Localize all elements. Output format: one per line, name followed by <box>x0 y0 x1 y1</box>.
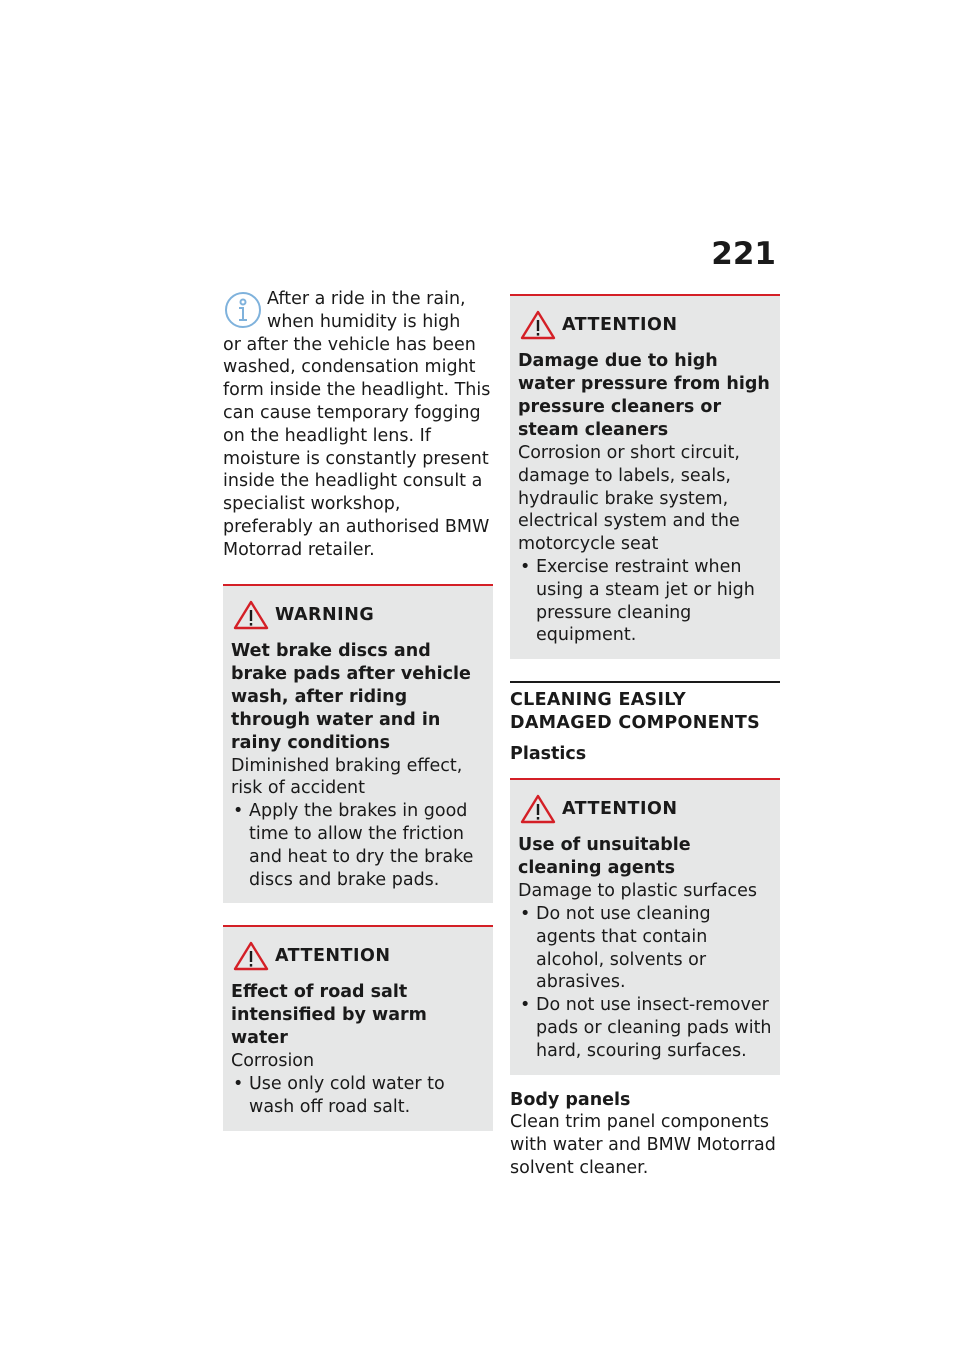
info-lead-line-1: After a ride in the rain, <box>267 289 466 309</box>
warning-triangle-icon <box>520 794 556 824</box>
list-item: • Do not use cleaning agents that contain alcohol, solvents or abrasives. <box>518 903 772 994</box>
notice-header <box>518 794 772 824</box>
plastics-heading: Plastics <box>510 744 587 765</box>
attention-notice-road-salt <box>223 925 493 1130</box>
attention-notice-cleaning-agents <box>510 778 780 1074</box>
body-panels-heading: Body panels <box>510 1089 631 1110</box>
list-item: • Use only cold water to wash off road salt. <box>231 1073 485 1119</box>
notice-title: WARNING <box>275 604 375 625</box>
notice-actions <box>231 1073 485 1119</box>
notice-actions <box>518 903 772 1063</box>
warning-triangle-icon <box>233 941 269 971</box>
warning-notice <box>223 584 493 904</box>
info-note <box>223 288 493 562</box>
list-item: • Do not use insect-remover pads or cleaning pads with hard, scouring surfaces. <box>518 994 772 1062</box>
notice-actions <box>518 556 772 647</box>
notice-heading: Use of unsuitable cleaning agents <box>518 835 691 879</box>
page-number: 221 <box>711 236 776 272</box>
body-panels-text: Clean trim panel components with water and BMW Motorrad solvent cleaner. <box>510 1112 776 1178</box>
notice-effect: Corrosion <box>231 1051 315 1072</box>
info-rest: or after the vehicle has been washed, condensation might form inside the headlight. This can cause temporary fogging on the headlight lens. If moisture is constantly present inside the headlight consult a specialist workshop, preferably an authorised BMW Motorrad retailer. <box>223 334 491 560</box>
info-icon <box>223 290 263 330</box>
left-column <box>223 288 493 1131</box>
notice-title: ATTENTION <box>275 946 391 967</box>
section-heading: CLEANING EASILY DAMAGED COMPONENTS <box>510 681 780 734</box>
notice-title: ATTENTION <box>562 799 678 820</box>
warning-triangle-icon <box>233 600 269 630</box>
warning-triangle-icon <box>520 310 556 340</box>
notice-header <box>231 941 485 971</box>
right-column <box>510 294 780 1180</box>
notice-heading: Damage due to high water pressure from high pressure cleaners or steam cleaners <box>518 351 770 440</box>
notice-effect: Damage to plastic surfaces <box>518 881 758 902</box>
notice-actions <box>231 800 485 891</box>
list-item: • Apply the brakes in good time to allow the friction and heat to dry the brake discs and brake pads. <box>231 800 485 891</box>
info-paragraph <box>223 288 493 562</box>
notice-effect: Diminished braking effect, risk of accident <box>231 755 463 799</box>
notice-title: ATTENTION <box>562 315 678 335</box>
notice-effect: Corrosion or short circuit, damage to labels, seals, hydraulic brake system, electrical system and the motorcycle seat <box>518 443 740 555</box>
notice-header <box>231 600 485 630</box>
notice-header <box>518 310 772 340</box>
info-lead-line-2: when humidity is high <box>267 311 461 332</box>
notice-heading: Wet brake discs and brake pads after vehicle wash, after riding through water and in rainy conditions <box>231 640 471 753</box>
notice-heading: Effect of road salt intensified by warm water <box>231 982 427 1049</box>
attention-notice-high-pressure <box>510 294 780 659</box>
list-item: • Exercise restraint when using a steam jet or high pressure cleaning equipment. <box>518 556 772 647</box>
